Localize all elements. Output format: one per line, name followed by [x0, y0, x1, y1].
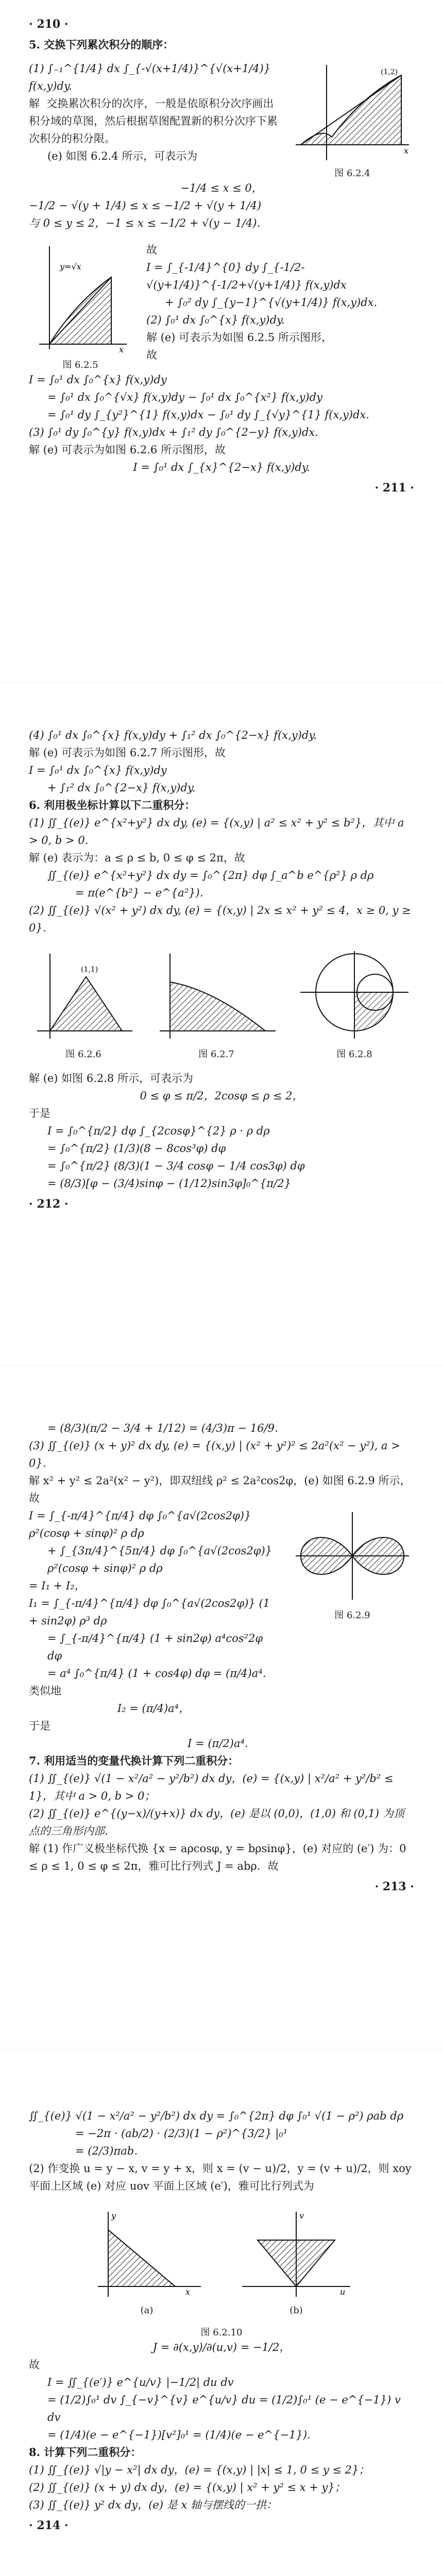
math-line: = ∫₀¹ dy ∫_{y²}^{1} f(x,y)dx − ∫₀¹ dy ∫_{√y}^{1} f(x,y)dx. [47, 409, 369, 421]
math-line: 故 [29, 2359, 40, 2371]
math-line: I = ∫₀^{π/2} dφ ∫_{2cosφ}^{2} ρ · ρ dρ [47, 1125, 270, 1137]
section-heading: 8. 计算下列二重积分： [29, 2446, 142, 2459]
math-line: = (1/2)∫₀¹ dv ∫_{−v}^{v} e^{u/v} du = (1/2)∫₀¹ (e − e^{−1}) v dv [47, 2394, 404, 2424]
math-line: = ∫₀^{π/2} (8/3)(1 − 3/4 cosφ − 1/4 cos3φ) dφ [47, 1160, 305, 1172]
math-line: = (2/3)πab． [75, 2145, 145, 2157]
math-line: I = ∬_{(e′)} e^{u/v} |−1/2| du dv [47, 2376, 234, 2388]
figure-6-2-10-a-graph [88, 2204, 206, 2302]
math-line: = ∫₀¹ dx ∫₀^{√x} f(x,y)dy − ∫₀¹ dx ∫₀^{x²} f(x,y)dy [47, 391, 322, 403]
subfigure-label: (b) [289, 2305, 303, 2316]
figure-6-2-10-a [88, 2204, 206, 2316]
problem-text: (4) ∫₀¹ dx ∫₀^{x} f(x,y)dy + ∫₁² dx ∫₀^{2−x} f(x,y)dy. [29, 729, 317, 741]
figure-6-2-7 [152, 946, 281, 1060]
solution-text: (e) 如图 6.2.4 所示，可表示为 [47, 150, 198, 162]
math-line: = (1/4)(e − e^{−1})[v²]₀¹ = (1/4)(e − e^{−1})． [47, 2429, 318, 2441]
math-line: 0 ≤ φ ≤ π/2，2cosφ ≤ ρ ≤ 2， [140, 1090, 303, 1102]
solution-text: 解 (e) 表示为：a ≤ ρ ≤ b, 0 ≤ φ ≤ 2π，故 [29, 852, 245, 864]
figure-6-2-5-graph [29, 241, 132, 354]
math-line: = (8/3)[φ − (3/4)sinφ − (1/12)sin3φ]₀^{π/2} [47, 1177, 291, 1190]
figure-6-2-10-b [237, 2204, 355, 2316]
figure-6-2-9 [291, 1507, 414, 1621]
figure-6-2-4-graph [291, 60, 414, 163]
section-heading: 6. 利用极坐标计算以下二重积分： [29, 799, 196, 811]
page-number-bottom: · 212 · [29, 1197, 69, 1211]
math-line: I₁ = ∫_{-π/4}^{π/4} dφ ∫₀^{a√(2cos2φ)} (1 + sin2φ) ρ³ dρ [29, 1597, 274, 1627]
svg-text:y: y [111, 2211, 116, 2221]
svg-text:y=√x: y=√x [60, 262, 81, 272]
problem-text: (2) ∬_{(e)} √(x² + y²) dx dy, (e) = {(x,y) | 2x ≤ x² + y² ≤ 4，x ≥ 0, y ≥ 0}． [29, 904, 415, 934]
figure-6-2-6 [29, 946, 138, 1060]
math-line: + ∫₁² dx ∫₀^{2−x} f(x,y)dy. [47, 782, 196, 794]
math-line: = ∫_{-π/4}^{π/4} (1 + sin2φ) a⁴cos²2φ dφ [47, 1632, 266, 1662]
math-line: 于是 [29, 1720, 50, 1732]
problem-text: (3) ∬_{(e)} (x + y)² dx dy, (e) = {(x,y) | (x² + y²)² ≤ 2a²(x² − y²), a > 0}． [29, 1439, 404, 1469]
solution-text: 解 (e) 可表示为如图 6.2.7 所示图形，故 [29, 747, 226, 759]
math-line: + ∫₀² dy ∫_{y−1}^{√(y+1/4)} f(x,y)dx. [165, 296, 378, 309]
svg-text:x: x [185, 2287, 191, 2297]
section-heading: 7. 利用适当的变量代换计算下列二重积分： [29, 1754, 239, 1767]
problem-text: (2) ∬_{(e)} (x + y) dx dy，(e) = {(x,y) | x² + y² ≤ x + y}； [29, 2481, 346, 2494]
figure-caption: 图 6.2.8 [336, 1049, 372, 1060]
problem-text: (2) ∫₀¹ dx ∫₀^{x} f(x,y)dy. [146, 314, 285, 326]
math-line: = −2π · (ab/2) · (2/3)(1 − ρ²)^{3/2} |₀¹ [75, 2127, 288, 2140]
figure-6-2-9-graph [291, 1507, 414, 1605]
math-line: I = ∫_{-1/4}^{0} dy ∫_{-1/2-√(y+1/4)}^{-1/2+√(y+1/4)} f(x,y)dx [146, 261, 347, 291]
problem-text: (3) ∬_{(e)} y² dx dy，(e) 是 x 轴与摆线的一拱： [29, 2499, 277, 2511]
math-line: I = ∫_{-π/4}^{π/4} dφ ∫₀^{a√(2cos2φ)} ρ²(cosφ + sinφ)² ρ dρ [29, 1510, 255, 1539]
svg-text:(1,2): (1,2) [381, 68, 398, 76]
math-line: = I₁ + I₂， [29, 1580, 86, 1592]
figure-caption: 图 6.2.9 [334, 1610, 370, 1621]
solution-text: 解 (e) 如图 6.2.8 所示，可表示为 [29, 1072, 193, 1084]
math-line: I = ∫₀¹ dx ∫₀^{x} f(x,y)dy [29, 764, 167, 776]
solution-text: 解 (e) 可表示为如图 6.2.5 所示图形， [146, 331, 332, 344]
math-line: = a⁴ ∫₀^{π/4} (1 + cos4φ) dφ = (π/4)a⁴． [47, 1667, 274, 1680]
figure-6-2-5 [29, 241, 132, 371]
figure-6-2-10-b-graph [237, 2204, 355, 2302]
page-number-bottom: · 214 · [29, 2519, 69, 2532]
figure-6-2-8 [295, 946, 414, 1060]
figure-caption: 图 6.2.5 [62, 360, 98, 370]
page-210 [0, 0, 443, 683]
math-line: I = ∫₀¹ dx ∫₀^{x} f(x,y)dy [29, 374, 167, 386]
svg-text:x: x [404, 146, 409, 156]
figure-caption: 图 6.2.10 [200, 2327, 243, 2338]
figure-6-2-4 [291, 60, 414, 179]
math-line: = ∫₀^{π/2} (1/3)(8 − 8cos³φ) dφ [47, 1142, 226, 1155]
solution-text: 解 x² + y² ≤ 2a²(x² − y²)，即双纽线 ρ² ≤ 2a²cos2φ，(e) 如图 6.2.9 所示，故 [29, 1475, 411, 1504]
svg-text:x: x [119, 345, 124, 354]
math-line: J = ∂(x,y)/∂(u,v) = −1/2， [152, 2341, 291, 2353]
math-line: −1/4 ≤ x ≤ 0， [180, 182, 263, 194]
figure-caption: 图 6.2.6 [65, 1049, 101, 1060]
page-211 [0, 683, 443, 1365]
solution-text: 解 (1) 作广义极坐标代换 {x = aρcosφ, y = bρsinφ}，(e) 对应的 (e′) 为：0 ≤ ρ ≤ 1, 0 ≤ φ ≤ 2π，雅可比行列式 J = abρ．故 [29, 1842, 410, 1872]
figure-caption: 图 6.2.7 [198, 1049, 234, 1060]
problem-text: (1) ∬_{(e)} e^{x²+y²} dx dy, (e) = {(x,y) | a² ≤ x² + y² ≤ b²}，其中 a > 0, b > 0. [29, 817, 408, 846]
solution-text: (2) 作变换 u = y − x, v = y + x，则 x = (v − u)/2，y = (v + u)/2，则 xoy 平面上区域 (e) 对应 uov 平面上区域 (e′)，雅可比行列式为 [29, 2162, 415, 2192]
math-line: −1/2 − √(y + 1/4) ≤ x ≤ −1/2 + √(y + 1/4) [29, 199, 262, 212]
problem-text: (1) ∬_{(e)} √(1 − x²/a² − y²/b²) dx dy，(e) = {(x,y) | x²/a² + y²/b² ≤ 1}，其中 a > 0, b > 0； [29, 1772, 397, 1802]
math-line: 故 [146, 244, 157, 256]
section-heading: 5. 交换下列累次积分的顺序： [29, 38, 174, 51]
math-line: 与 0 ≤ y ≤ 2，−1 ≤ x ≤ −1/2 + √(y − 1/4)． [29, 217, 268, 229]
math-line: I₂ = (π/4)a⁴， [117, 1702, 190, 1715]
subfigure-label: (a) [140, 2305, 154, 2316]
math-line: = π(e^{b²} − e^{a²})． [75, 887, 211, 899]
solution-text: 解 (e) 可表示为如图 6.2.6 所示图形，故 [29, 444, 226, 456]
math-line: 类似地 [29, 1685, 61, 1697]
page-number-bottom: · 213 · [374, 1880, 414, 1893]
problem-text: (2) ∬_{(e)} e^{(y−x)/(y+x)} dx dy，(e) 是以 (0,0)，(1,0) 和 (0,1) 为顶点的三角形内部． [29, 1807, 404, 1837]
math-line: I = ∫₀¹ dx ∫_{x}^{2−x} f(x,y)dy. [133, 461, 310, 473]
math-line: 于是 [29, 1107, 50, 1120]
math-line: I = (π/2)a⁴． [188, 1737, 255, 1750]
math-line: = (8/3)(π/2 − 3/4 + 1/12) = (4/3)π − 16/9． [47, 1422, 285, 1434]
problem-text: (1) ∫₋₁^{1/4} dx ∫_{-√(x+1/4)}^{√(x+1/4)} f(x,y)dy. [29, 62, 274, 92]
page-number-top: · 210 · [29, 18, 69, 31]
figures-row [29, 946, 414, 1060]
math-line: + ∫_{3π/4}^{5π/4} dφ ∫₀^{a√(2cos2φ)} ρ²(cosφ + sinφ)² ρ dρ [47, 1545, 276, 1574]
page-number-bottom: · 211 · [374, 481, 414, 495]
solution-text: 解 交换累次积分的次序，一般是依原积分次序画出积分域的草图，然后根据草图配置新的积分次序下累次积分的积分限。 [29, 97, 278, 145]
svg-text:(1,1): (1,1) [81, 965, 98, 974]
math-line: ∬_{(e)} e^{x²+y²} dx dy = ∫₀^{2π} dφ ∫_a^b e^{ρ²} ρ dρ [47, 869, 374, 882]
math-line: ∬_{(e)} √(1 − x²/a² − y²/b²) dx dy = ∫₀^{2π} dφ ∫₀¹ √(1 − ρ²) ρab dρ [29, 2110, 404, 2122]
math-line: 故 [146, 349, 157, 361]
figure-6-2-6-graph [29, 946, 138, 1044]
figure-caption: 图 6.2.4 [334, 168, 370, 179]
svg-text:v: v [299, 2211, 304, 2221]
page-212 [0, 1365, 443, 2048]
figure-6-2-10 [29, 2204, 414, 2316]
problem-text: (1) ∬_{(e)} √|y − x²| dx dy，(e) = {(x,y) | |x| ≤ 1, 0 ≤ y ≤ 2}； [29, 2464, 370, 2476]
figure-6-2-7-graph [152, 946, 281, 1044]
page-213 [0, 2048, 443, 2576]
svg-text:u: u [340, 2287, 346, 2297]
problem-text: (3) ∫₀¹ dy ∫₀^{y} f(x,y)dx + ∫₁² dy ∫₀^{2−y} f(x,y)dx. [29, 426, 318, 438]
figure-6-2-8-graph [295, 946, 414, 1044]
